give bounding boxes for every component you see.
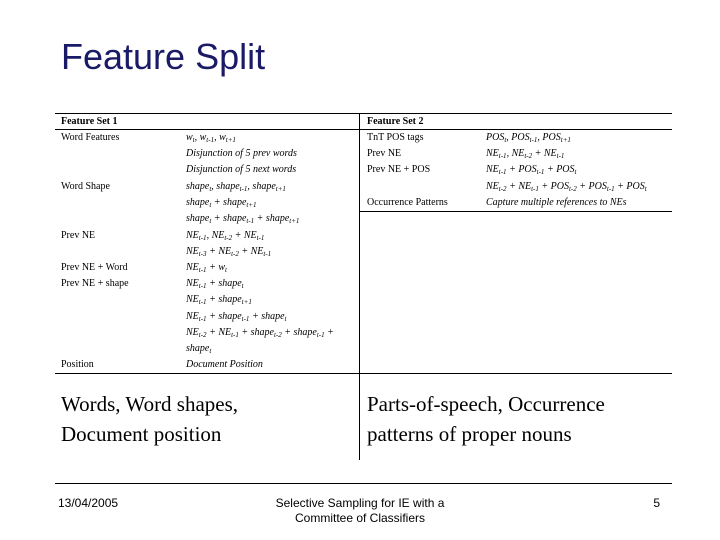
feature-occurrence: Capture multiple references to NEs	[486, 197, 627, 208]
set1-group-word-shape: Word Shape	[61, 181, 110, 192]
feature-pnpos-1: $NE_{t-1} + POS_{t-1} + POS_t$	[486, 164, 577, 176]
set1-header: Feature Set 1	[61, 116, 118, 127]
set2-group-prev-ne-pos: Prev NE + POS	[367, 164, 431, 175]
feature-ws-3: shape$_t$ + shape$_{t-1}$ + shape$_{t+1}$	[186, 213, 300, 225]
set1-group-position: Position	[61, 359, 94, 370]
table-header-rule	[55, 129, 672, 130]
set1-group-prev-ne: Prev NE	[61, 230, 96, 241]
footer-page-number: 5	[653, 496, 660, 510]
feature-wf-1: $w_t$, $w_{t-1}$, $w_{t+1}$	[186, 132, 236, 144]
feature-ps-1: $NE_{t-1}$ + shape$_t$	[186, 278, 244, 290]
set1-group-word-features: Word Features	[61, 132, 120, 143]
feature-ps-4a: $NE_{t-2} + NE_{t-1}$ + shape$_{t-2}$ + shape$_{t-1}$ +	[186, 327, 334, 339]
set2-group-tnt-pos: TnT POS tags	[367, 132, 424, 143]
feature-ps-2: $NE_{t-1}$ + shape$_{t+1}$	[186, 294, 252, 306]
feature-ps-3: $NE_{t-1}$ + shape$_{t-1}$ + shape$_t$	[186, 311, 287, 323]
description-left: Words, Word shapes, Document position	[61, 392, 239, 446]
footer-date: 13/04/2005	[58, 496, 119, 510]
table-vertical-divider	[359, 113, 360, 460]
set2-group-prev-ne: Prev NE	[367, 148, 402, 159]
feature-pnpos-2: $NE_{t-2} + NE_{t-1} + POS_{t-2} + POS_{t-1} + POS_t$	[486, 181, 647, 193]
table-bottom-rule	[55, 373, 672, 374]
footer-title: Selective Sampling for IE with a Committee of Classifiers	[275, 496, 445, 525]
feature-wf-2: Disjunction of 5 prev words	[186, 148, 297, 159]
footer-rule	[55, 483, 672, 484]
set2-header: Feature Set 2	[367, 116, 424, 127]
feature-pw-1: $NE_{t-1} + w_t$	[186, 262, 227, 274]
set1-group-prev-ne-shape: Prev NE + shape	[61, 278, 129, 289]
slide-title: Feature Split	[61, 36, 266, 77]
set2-group-occurrence: Occurrence Patterns	[367, 197, 448, 208]
feature-pn-1: $NE_{t-1}$, $NE_{t-2} + NE_{t-1}$	[186, 230, 265, 242]
feature-pn-2: $NE_{t-3} + NE_{t-2} + NE_{t-1}$	[186, 246, 272, 258]
set1-group-prev-ne-word: Prev NE + Word	[61, 262, 128, 273]
set2-bottom-rule	[359, 211, 672, 212]
description-right: Parts-of-speech, Occurrence patterns of proper nouns	[367, 392, 605, 446]
feature-position: Document Position	[186, 359, 263, 370]
table-top-rule	[55, 113, 672, 114]
feature-ws-1: shape$_t$, shape$_{t-1}$, shape$_{t+1}$	[186, 181, 286, 193]
feature-wf-3: Disjunction of 5 next words	[186, 164, 297, 175]
feature-ws-2: shape$_t$ + shape$_{t+1}$	[186, 197, 257, 209]
feature-ps-4b: shape$_t$	[186, 343, 212, 355]
feature-tnt: $POS_t$, $POS_{t-1}$, $POS_{t+1}$	[486, 132, 571, 144]
feature-set2-pn-1: $NE_{t-1}$, $NE_{t-2} + NE_{t-1}$	[486, 148, 565, 160]
